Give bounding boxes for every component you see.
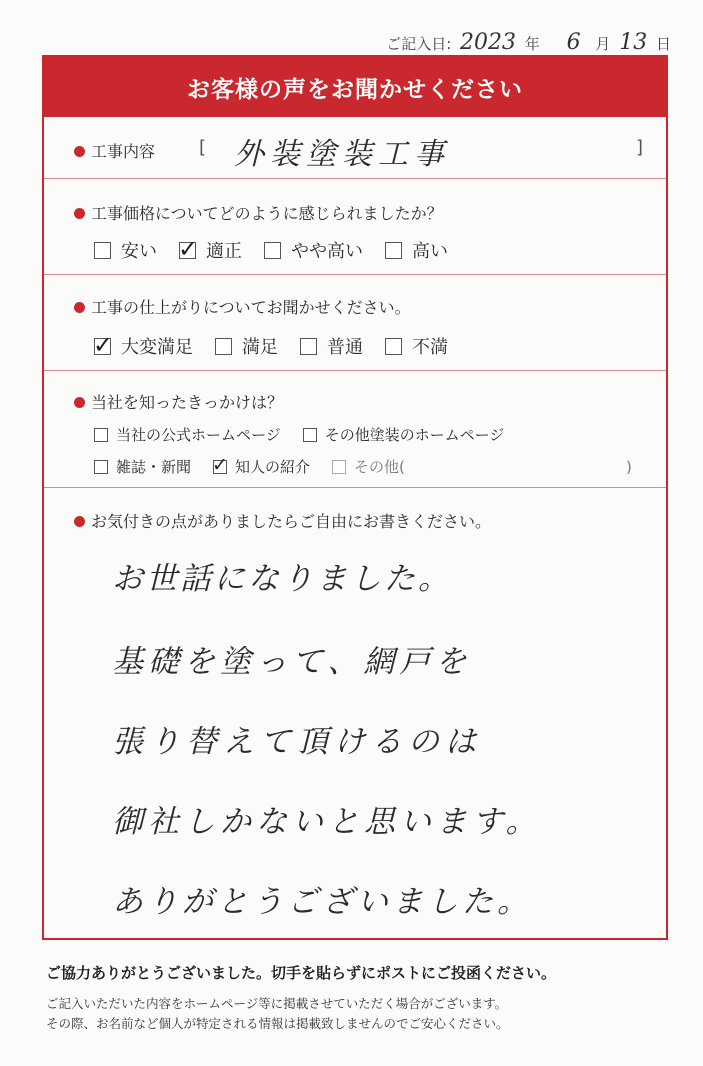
price-option-high[interactable]: 高い — [385, 237, 448, 263]
checkbox[interactable] — [94, 460, 108, 474]
bullet-dot-icon — [74, 302, 85, 313]
finish-options — [93, 330, 470, 359]
date-month-unit: 月 — [595, 35, 611, 53]
source-option-magazine[interactable]: 雑誌・新聞 — [94, 456, 191, 477]
checkbox[interactable] — [332, 460, 346, 474]
comments-question: お気付きの点がありましたらご自由にお書きください。 — [74, 509, 491, 532]
source-other-close: ) — [626, 457, 632, 476]
date-month: 6 — [566, 30, 581, 55]
check-mark-icon: ✓ — [212, 453, 228, 476]
checkbox[interactable] — [300, 338, 317, 355]
work-open-bracket: [ — [199, 137, 207, 158]
bullet-dot-icon — [74, 146, 85, 157]
source-question: 当社を知ったきっかけは？ — [74, 390, 283, 413]
checkbox[interactable] — [94, 428, 108, 442]
comment-line: 御社しかないと思います。 — [112, 804, 542, 840]
date-day-unit: 日 — [655, 35, 671, 53]
finish-option-very-satisfied[interactable]: ✓ 大変満足 — [93, 330, 193, 359]
comment-line: 基礎を塗って、網戸を — [112, 644, 472, 680]
price-option-fair[interactable]: ✓ 適正 — [178, 234, 242, 263]
price-options — [94, 234, 470, 263]
checkbox-checked[interactable] — [178, 234, 199, 263]
source-section — [44, 370, 666, 488]
checkbox[interactable] — [215, 338, 232, 355]
source-option-official-site[interactable]: 当社の公式ホームページ — [94, 424, 281, 445]
form-title: お客様の声をお聞かせください — [44, 57, 666, 117]
work-value[interactable]: 外装塗装工事 — [234, 137, 450, 172]
footer-note: その際、お名前など個人が特定される情報は掲載致しませんのでご安心ください。 — [46, 1016, 509, 1031]
survey-form — [42, 55, 668, 940]
bullet-dot-icon — [74, 516, 85, 527]
price-option-cheap[interactable]: 安い — [94, 237, 157, 263]
bullet-dot-icon — [74, 397, 85, 408]
date-line — [386, 30, 671, 55]
source-option-other-site[interactable]: その他塗装のホームページ — [303, 424, 505, 445]
thanks-text: ご協力ありがとうございました。切手を貼らずにポストにご投函ください。 — [46, 964, 557, 982]
comment-line: 張り替えて頂けるのは — [112, 724, 482, 760]
checkbox[interactable] — [385, 338, 402, 355]
price-section — [44, 178, 666, 274]
source-option-referral[interactable]: ✓ 知人の紹介 — [212, 453, 311, 476]
finish-section — [44, 274, 666, 371]
finish-option-satisfied[interactable]: 満足 — [215, 333, 278, 359]
checkbox-checked[interactable] — [212, 453, 228, 476]
check-mark-icon: ✓ — [178, 234, 199, 263]
comment-line: お世話になりました。 — [112, 561, 452, 597]
price-option-slightly-high[interactable]: やや高い — [264, 237, 363, 263]
work-label: 工事内容 — [74, 139, 155, 162]
finish-option-dissatisfied[interactable]: 不満 — [385, 333, 448, 359]
source-options-row1 — [94, 424, 526, 445]
source-option-other[interactable]: その他( — [332, 456, 405, 477]
price-question: 工事価格についてどのように感じられましたか？ — [74, 201, 443, 224]
bullet-dot-icon — [74, 208, 85, 219]
comment-line: ありがとうございました。 — [112, 884, 532, 920]
date-year-unit: 年 — [524, 35, 540, 53]
checkbox[interactable] — [94, 242, 111, 259]
checkbox[interactable] — [264, 242, 281, 259]
work-section — [44, 117, 666, 175]
checkbox-checked[interactable] — [93, 330, 114, 359]
date-day: 13 — [619, 30, 648, 55]
checkbox[interactable] — [303, 428, 317, 442]
footer-note: ご記入いただいた内容をホームページ等に掲載させていただく場合がございます。 — [46, 996, 508, 1011]
finish-question: 工事の仕上がりについてお聞かせください。 — [74, 295, 411, 318]
comments-section — [44, 487, 666, 939]
date-label: ご記入日: — [386, 35, 452, 53]
work-close-bracket: ] — [636, 137, 644, 158]
footer-notes — [46, 994, 509, 1034]
date-year: 2023 — [460, 30, 517, 55]
check-mark-icon: ✓ — [93, 330, 114, 359]
finish-option-average[interactable]: 普通 — [300, 333, 363, 359]
source-options-row2 — [94, 453, 634, 477]
checkbox[interactable] — [385, 242, 402, 259]
